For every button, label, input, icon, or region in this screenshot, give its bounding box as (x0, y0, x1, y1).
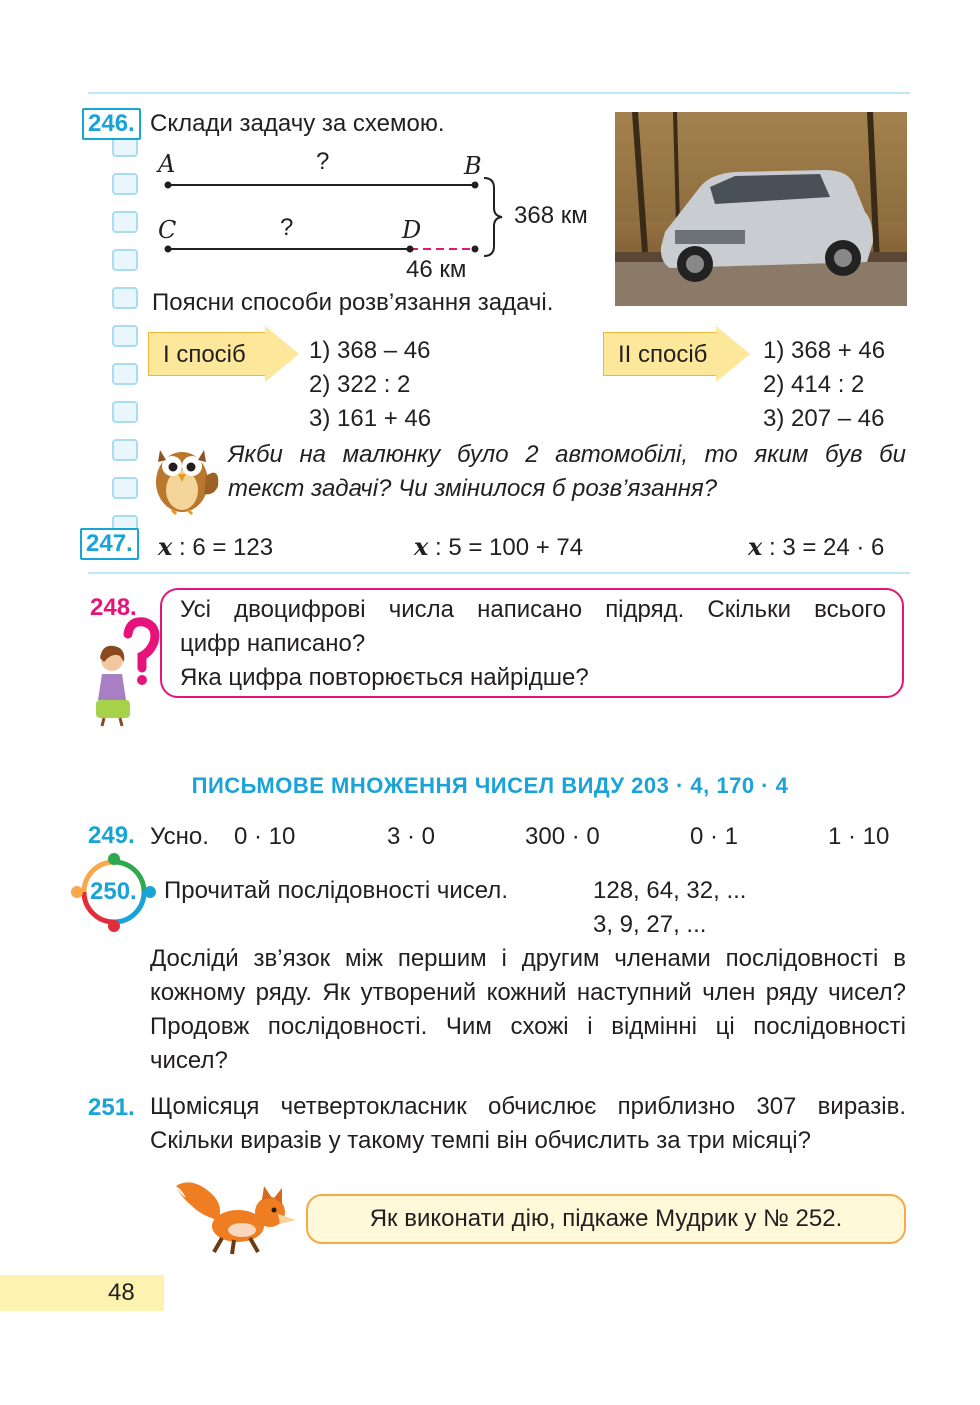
task-249-expr-1: 0 · 10 (234, 823, 296, 850)
task-249-number: 249. (88, 822, 135, 849)
task-250-number: 250. (90, 878, 137, 905)
task-250-line-3: Продовж послідовності. Чим схожі і відмінні ці послідовності (150, 1013, 906, 1040)
method-2-arrow (716, 326, 750, 382)
label-b: B (464, 152, 482, 180)
equation-2-variable: x (414, 532, 429, 561)
label-a: A (158, 150, 176, 178)
task-249-label: Усно. (150, 823, 209, 850)
method-2-label: II спосіб (603, 332, 717, 376)
task-246-explain: Поясни способи розв’язання задачі. (152, 289, 554, 316)
car-photo (615, 112, 907, 306)
label-q2: ? (280, 214, 294, 241)
method-2-step-3: 3) 207 – 46 (763, 405, 885, 432)
fox-icon (172, 1176, 300, 1256)
task-250-line-2: кожному ряду. Як утворений кожний наступний член ряду чисел? (150, 979, 906, 1006)
equation-3 (748, 530, 884, 565)
curly-brace (484, 178, 502, 256)
method-1-arrow (265, 326, 299, 382)
task-246-prompt: Склади задачу за схемою. (150, 110, 445, 137)
equation-1-rest: : 6 = 123 (172, 534, 274, 561)
equation-2-rest: : 5 = 100 + 74 (428, 534, 584, 561)
section-title: ПИСЬМОВЕ МНОЖЕННЯ ЧИСЕЛ ВИДУ 203 · 4, 170 · 4 (191, 773, 789, 798)
point-end-dot (472, 246, 479, 253)
label-d: D (402, 216, 422, 244)
task-248-line-3: Яка цифра повторюється найрідше? (180, 664, 589, 691)
equation-3-variable: x (748, 532, 763, 561)
owl-question-line-1: Якби на малюнку було 2 автомобілі, то яким був би (228, 441, 906, 468)
task-247-number: 247. (80, 528, 139, 560)
task-251-line-1: Щомісяця четвертокласник обчислює приблизно 307 виразів. (150, 1093, 906, 1120)
equation-1-variable: x (158, 532, 173, 561)
method-1-step-3: 3) 161 + 46 (309, 405, 432, 432)
method-1-step-1: 1) 368 – 46 (309, 337, 431, 364)
point-b-dot (472, 182, 479, 189)
point-a-dot (165, 182, 172, 189)
task-249-expr-5: 1 · 10 (828, 823, 890, 850)
owl-icon (144, 436, 224, 516)
task-251-number: 251. (88, 1094, 135, 1121)
owl-question-line-2: текст задачі? Чи змінилося б розв’язання? (228, 475, 718, 502)
label-diff: 46 км (406, 256, 467, 283)
equation-3-rest: : 3 = 24 · 6 (762, 534, 885, 561)
hint-text: Як виконати дію, підкаже Мудрик у № 252. (369, 1205, 843, 1232)
task-251-line-2: Скільки виразів у такому темпі він обчислить за три місяці? (150, 1127, 811, 1154)
method-2-step-1: 1) 368 + 46 (763, 337, 886, 364)
page-number: 48 (108, 1279, 135, 1306)
task-249-expr-3: 300 · 0 (525, 823, 600, 850)
label-q1: ? (316, 148, 330, 175)
point-d-dot (407, 246, 414, 253)
task-249-expr-2: 3 · 0 (387, 823, 436, 850)
task-250-line-1: Досліди́ зв’язок між першим і другим членами послідовності в (150, 945, 906, 972)
point-c-dot (165, 246, 172, 253)
label-c: C (158, 216, 177, 244)
task-248-number: 248. (90, 594, 137, 621)
task-248-line-1: Усі двоцифрові числа написано підряд. Скільки всього (180, 596, 886, 623)
task-250-line-4: чисел? (150, 1047, 228, 1074)
page-number-bar (0, 1275, 164, 1311)
method-2-step-2: 2) 414 : 2 (763, 371, 865, 398)
task-248-line-2: цифр написано? (180, 630, 366, 657)
label-total: 368 км (514, 202, 588, 229)
girl-question-icon (90, 616, 160, 728)
method-1-step-2: 2) 322 : 2 (309, 371, 411, 398)
equation-1 (158, 530, 273, 565)
task-250-prompt: Прочитай послідовності чисел. (164, 877, 508, 904)
sequence-2: 3, 9, 27, ... (593, 911, 707, 938)
task-246-number: 246. (82, 108, 141, 140)
sequence-1: 128, 64, 32, ... (593, 877, 747, 904)
task-249-expr-4: 0 · 1 (690, 823, 739, 850)
equation-2 (414, 530, 583, 565)
method-1-label: I спосіб (148, 332, 266, 376)
